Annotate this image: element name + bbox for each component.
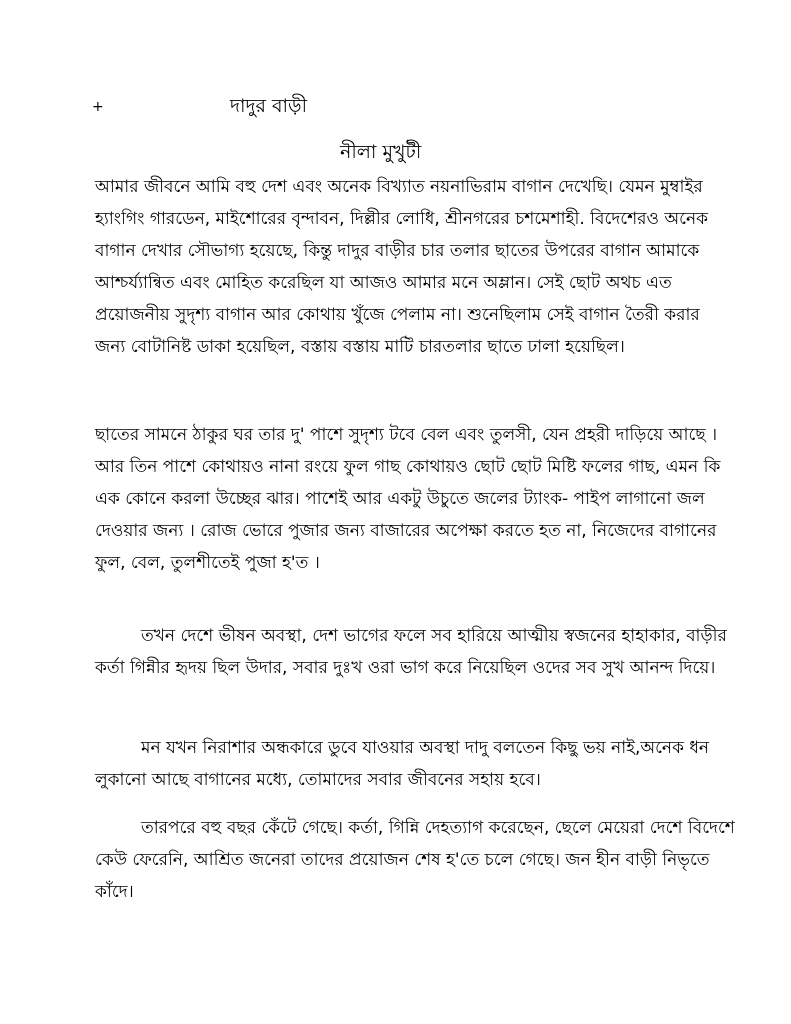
paragraph-3: তখন দেশে ভীষন অবস্থা, দেশ ভাগের ফলে সব হারিয়ে আত্মীয় স্বজনের হাহাকার, বাড়ীর কর্তা গিন্নীর হৃদয় ছিল উদার, সবার দুঃখ ওরা ভাগ করে নিয়েছিল ওদের সব সুখ আনন্দ দিয়ে।: [95, 626, 727, 678]
story-title: দাদুর বাড়ী: [230, 95, 308, 117]
paragraph-4: মন যখন নিরাশার অন্ধকারে ডুবে যাওয়ার অবস্থা দাদু বলতেন কিছু ভয় নাই,অনেক ধন লুকানো আছে বাগানের মধ্যে, তোমাদের সবার জীবনের সহায় হবে।: [95, 738, 710, 790]
paragraph-5: তারপরে বহু বছর কেঁটে গেছে। কর্তা, গিন্নি দেহত্যাগ করেছেন, ছেলে মেয়েরা দেশে বিদেশে কেউ ফেরেনি, আশ্রিত জনেরা তাদের প্রয়োজন শেষ হ'তে চলে গেছে। জন হীন বাড়ী নিভৃতে কাঁদে।: [95, 818, 735, 902]
margin-marker: +: [92, 99, 104, 115]
paragraph-2: ছাতের সামনে ঠাকুর ঘর তার দু' পাশে সুদৃশ্য টবে বেল এবং তুলসী, যেন প্রহরী দাড়িয়ে আছে । আর তিন পাশে কোথায়ও নানা রংয়ে ফুল গাছ কোথায়ও ছোট ছোট মিষ্টি ফলের গাছ, এমন কি এক কোনে করলা উচ্ছের ঝার। পাশেই আর একটু উচুতে জলের ট্যাংক- পাইপ লাগানো জল দেওয়ার জন্য । রোজ ভোরে পুজার জন্য বাজারের অপেক্ষা করতে হত না, নিজেদের বাগানের ফুল, বেল, তুলশীতেই পুজা হ'ত ।: [95, 425, 721, 573]
author-name: নীলা মুখুটী: [340, 141, 422, 163]
paragraph-1: আমার জীবনে আমি বহু দেশ এবং অনেক বিখ্যাত নয়নাভিরাম বাগান দেখেছি। যেমন মুম্বাইর হ্যাংগিং গারডেন, মাইশোরের বৃন্দাবন, দিল্লীর লোধি, শ্রীনগরের চশমেশাহী. বিদেশেরও অনেক বাগান দেখার সৌভাগ্য হয়েছে, কিন্তু দাদুর বাড়ীর চার তলার ছাতের উপরের বাগান আমাকে আশ্চর্য্যান্বিত এবং মোহিত করেছিল যা আজও আমার মনে অম্লান। সেই ছোট অথচ এত প্রয়োজনীয় সুদৃশ্য বাগান আর কোথায় খুঁজে পেলাম না। শুনেছিলাম সেই বাগান তৈরী করার জন্য বোটানিষ্ট ডাকা হয়েছিল, বস্তায় বস্তায় মাটি চারতলার ছাতে ঢালা হয়েছিল।: [95, 177, 709, 357]
